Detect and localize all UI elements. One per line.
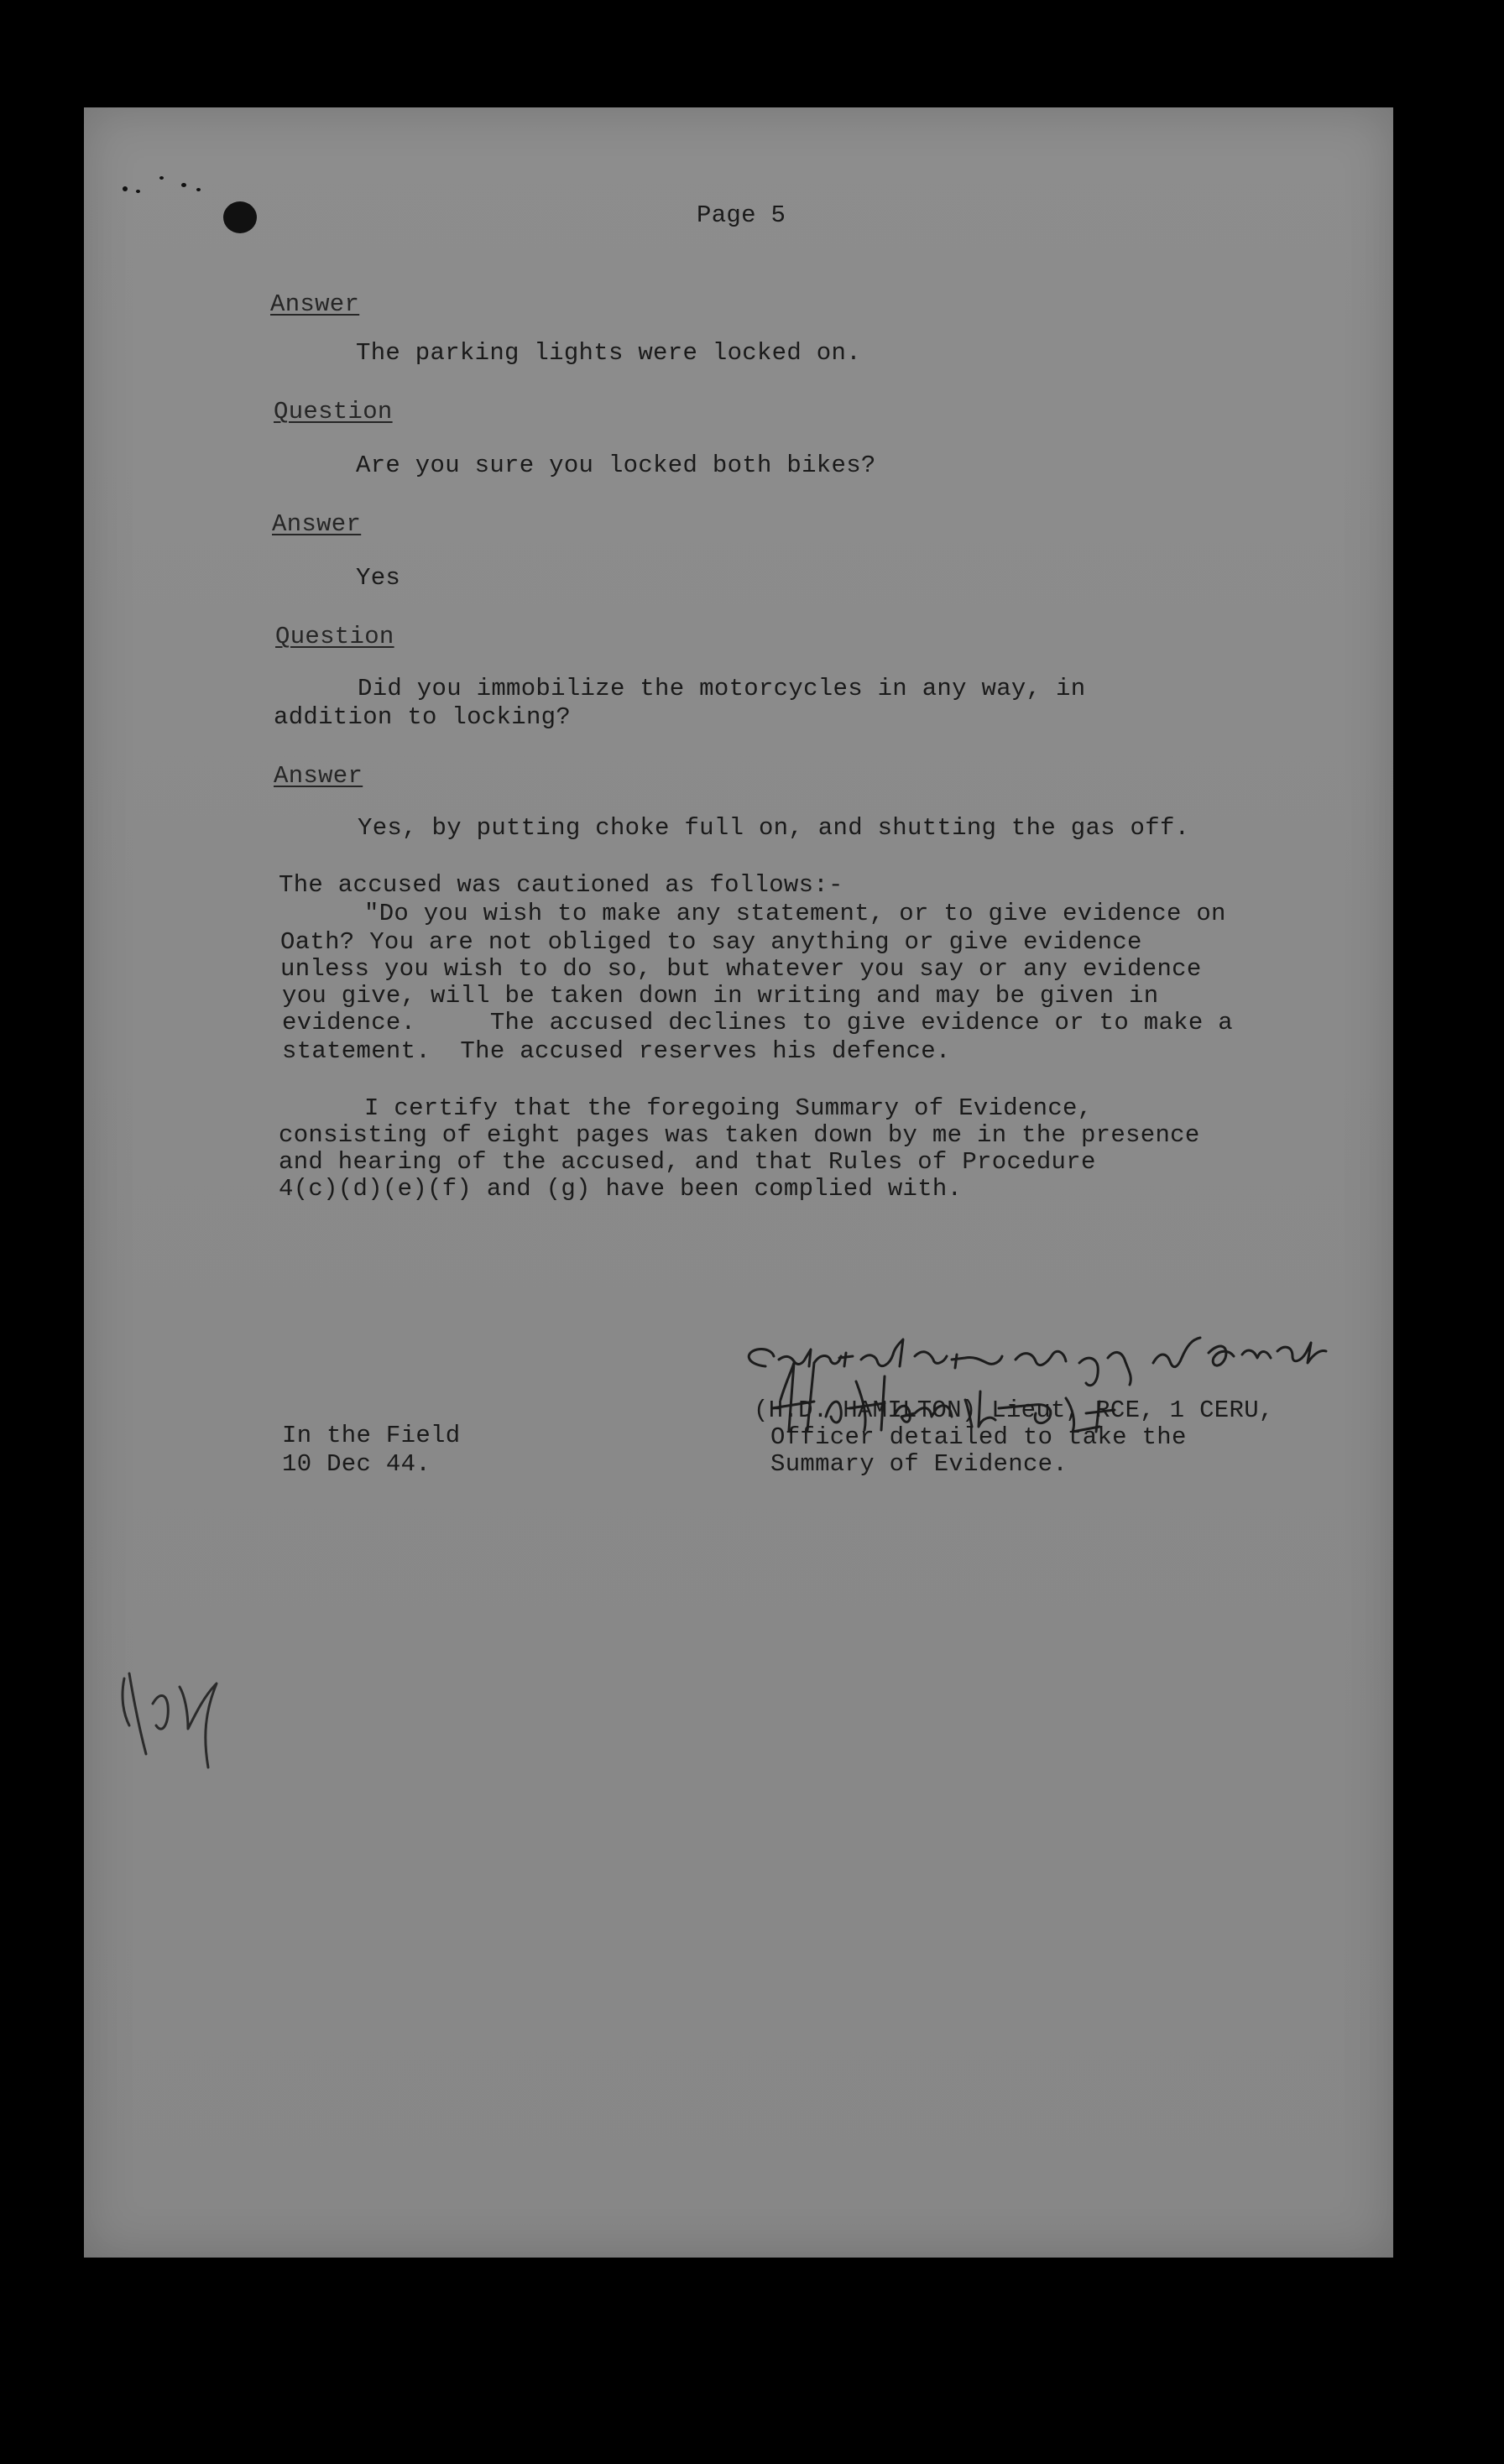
caution-line: "Do you wish to make any statement, or to give evidence on (364, 900, 1226, 927)
caution-line: you give, will be taken down in writing and may be given in (282, 982, 1159, 1010)
qa-text: Did you immobilize the motorcycles in any way, in (358, 675, 1086, 702)
signature-line: Summary of Evidence. (770, 1450, 1068, 1478)
speck (181, 183, 186, 187)
speck (196, 188, 201, 191)
margin-initials-mark (104, 1645, 272, 1779)
signature-line: (H.D. HAMILTON) Lieut, RCE, 1 CERU, (754, 1396, 1274, 1424)
caution-line: statement. The accused reserves his defence. (282, 1037, 951, 1065)
qa-text: Yes, by putting choke full on, and shutting the gas off. (358, 814, 1190, 842)
qa-label-question: Question (275, 623, 394, 650)
caution-intro: The accused was cautioned as follows:- (279, 871, 843, 899)
certification-line: 4(c)(d)(e)(f) and (g) have been complied with. (279, 1175, 963, 1203)
qa-text: Are you sure you locked both bikes? (356, 452, 876, 479)
qa-text-continued: addition to locking? (274, 703, 572, 731)
caution-line: Oath? You are not obliged to say anything or give evidence (280, 928, 1142, 956)
certification-line: and hearing of the accused, and that Rules of Procedure (279, 1148, 1096, 1176)
signature-line: Officer detailed to take the (770, 1423, 1187, 1451)
caution-line: unless you wish to do so, but whatever you say or any evidence (280, 955, 1202, 983)
punch-hole (223, 201, 257, 233)
place: In the Field (282, 1422, 461, 1449)
speck (136, 190, 140, 193)
speck (123, 186, 128, 191)
caution-line: evidence. The accused declines to give evidence or to make a (282, 1009, 1233, 1036)
qa-label-answer: Answer (274, 762, 363, 790)
qa-label-answer: Answer (270, 290, 360, 318)
speck (159, 176, 164, 180)
certification-line: consisting of eight pages was taken down by me in the presence (279, 1121, 1200, 1149)
certification-line: I certify that the foregoing Summary of Evidence, (364, 1094, 1093, 1122)
qa-label-question: Question (274, 398, 393, 425)
date: 10 Dec 44. (282, 1450, 431, 1478)
page-number: Page 5 (697, 201, 786, 229)
qa-text: Yes (356, 564, 401, 592)
document-page (84, 107, 1393, 2258)
qa-label-answer: Answer (272, 510, 362, 538)
qa-text: The parking lights were locked on. (356, 339, 861, 367)
